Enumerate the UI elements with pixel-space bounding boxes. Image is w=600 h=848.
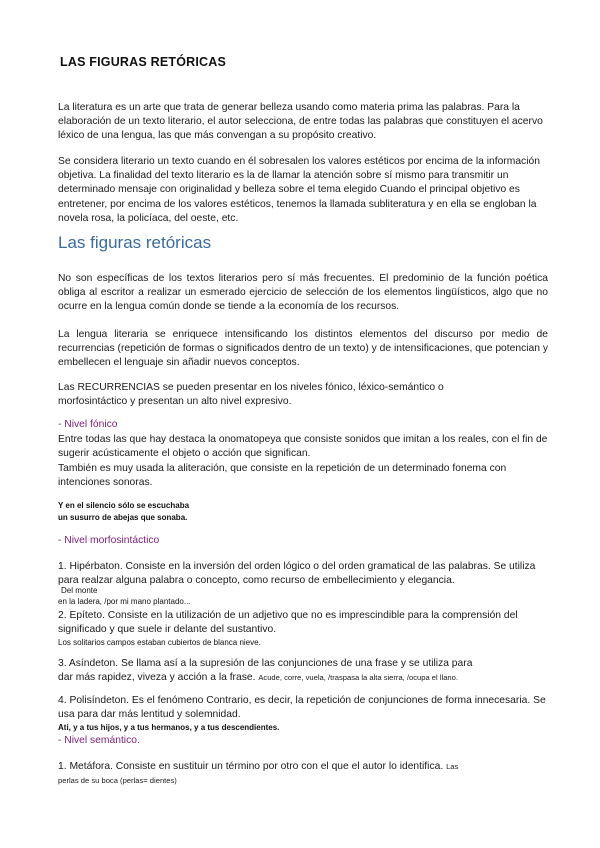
verse-line-1: Y en el silencio sólo se escuchaba — [58, 501, 190, 510]
nivel-fonico-heading: - Nivel fónico — [58, 419, 118, 430]
section-heading: Las figuras retóricas — [58, 233, 212, 252]
nivel-morfosintactico-heading: - Nivel morfosintáctico — [58, 535, 160, 546]
epiteto-paragraph: 2. Epíteto. Consiste en la utilización de un adjetivo que no es imprescindible para la comprensión del significado y que suele ir delante del sustantivo. — [58, 610, 518, 636]
metafora-paragraph — [58, 760, 548, 788]
intro-paragraph-2: Se considera literario un texto cuando en él sobresalen los valores estéticos por encima de la información objetiva. La finalidad del texto literario es la de llamar la atención sobre sí mismo para transmitir un determinado mensaje con originalidad y belleza sobre el tema elegido Cuando el principal objetivo es entretener, por encima de los valores estéticos, tenemos la llamada subliteratura y en ella se engloban la novela rosa, la policíaca, del oeste, etc. — [58, 156, 540, 224]
metafora-example-part-2: perlas de su boca (perlas= dientes) — [58, 776, 177, 786]
section-paragraph-1: No son específicas de los textos literarios pero sí más frecuentes. El predominio de la función poética obliga al escritor a realizar un esmerado ejercicio de selección de los elementos lingüísticos, algo que no ocurre en la lengua común donde se tiende a la economía de los recursos. — [58, 273, 548, 313]
epiteto-example: Los solitarios campos estaban cubiertos de blanca nieve. — [58, 638, 261, 647]
section-paragraph-2: La lengua literaria se enriquece intensificando los distintos elementos del discurso por medio de recurrencias (repetición de formas o significados dentro de un texto) y de intensificaciones, que potencian y embellecen el lenguaje sin añadir nuevos conceptos. — [58, 329, 548, 369]
asindeton-line-2: dar más rapidez, viveza y acción a la frase. — [58, 672, 256, 684]
fonico-paragraph-2: También es muy usada la aliteración, que consiste en la repetición de un determinado fonema con intenciones sonoras. — [58, 463, 507, 489]
intro-paragraph-1: La literatura es un arte que trata de generar belleza usando como materia prima las palabras. Para la elaboración de un texto literario, el autor selecciona, de entre todas las palabras que constituyen el acervo léxico de una lengua, las que más convengan a su propósito creativo. — [58, 102, 543, 142]
fonico-example-verse — [58, 500, 548, 523]
fonico-paragraph-1: Entre todas las que hay destaca la onomatopeya que consiste sonidos que imitan a los reales, con el fin de sugerir acústicamente el objeto o acción que significan. — [58, 434, 548, 460]
asindeton-paragraph — [58, 657, 548, 685]
recurrencias-paragraph: Las RECURRENCIAS se pueden presentar en los niveles fónico, léxico-semántico o morfosintáctico y presentan un alto nivel expresivo. — [58, 382, 444, 408]
nivel-semantico-heading: - Nivel semántico. — [58, 735, 140, 746]
polisindeton-paragraph: 4. Polisíndeton. Es el fenómeno Contrario, es decir, la repetición de conjunciones de forma innecesaria. Se usa para dar más lentitud y solemnidad. — [58, 695, 546, 721]
asindeton-line-1: 3. Asíndeton. Se llama así a la supresión de las conjunciones de una frase y se utiliza para — [58, 658, 473, 669]
hiperbaton-example — [58, 586, 548, 607]
verse-line-2: un susurro de abejas que sonaba. — [58, 512, 188, 522]
hiperbaton-paragraph: 1. Hipérbaton. Consiste en la inversión del orden lógico o del orden gramatical de las palabras. Se utiliza para realzar alguna palabra o concepto, como recurso de embellecimiento y elegancia. — [58, 561, 536, 587]
hiperbaton-example-line-2: en la ladera, /por mi mano plantado... — [58, 596, 191, 606]
metafora-example-part-1: Las — [446, 762, 459, 771]
metafora-text: 1. Metáfora. Consiste en sustituir un término por otro con el que el autor lo identifica. — [58, 761, 444, 772]
polisindeton-example: Ati, y a tus hijos, y a tus hermanos, y a tus descendientes. — [58, 723, 280, 732]
page-title: LAS FIGURAS RETÓRICAS — [60, 55, 227, 69]
hiperbaton-example-line-1: Del monte — [61, 586, 98, 595]
asindeton-example: Acude, corre, vuela, /traspasa la alta sierra, /ocupa el llano. — [258, 673, 458, 683]
